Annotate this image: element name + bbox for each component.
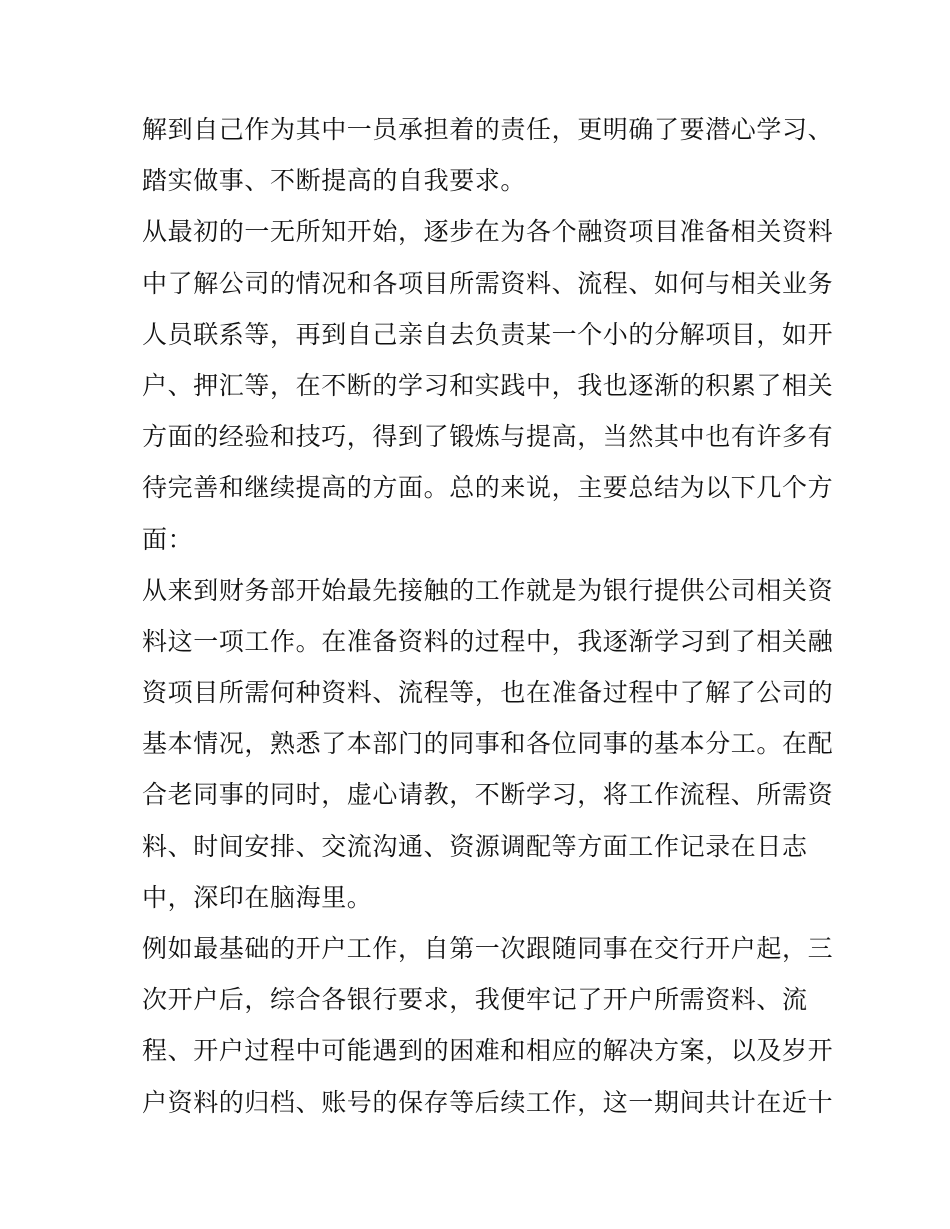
text-line: 人员联系等，再到自己亲自去负责某一个小的分解项目，如开 (142, 319, 834, 349)
text-line: 次开户后，综合各银行要求，我便牢记了开户所需资料、流 (142, 985, 808, 1015)
text-line: 例如最基础的开户工作，自第一次跟随同事在交行开户起，三 (142, 934, 834, 963)
text-line: 解到自己作为其中一员承担着的责任，更明确了要潜心学习、 (142, 115, 834, 144)
text-line: 从最初的一无所知开始，逐步在为各个融资项目准备相关资料 (142, 217, 834, 247)
text-line: 踏实做事、不断提高的自我要求。 (142, 166, 527, 196)
text-line: 户资料的归档、账号的保存等后续工作，这一期间共计在近十 (142, 1087, 834, 1117)
text-line: 料这一项工作。在准备资料的过程中，我逐渐学习到了相关融 (142, 626, 834, 656)
text-line: 待完善和继续提高的方面。总的来说，主要总结为以下几个方 (142, 473, 834, 503)
text-line: 程、开户过程中可能遇到的困难和相应的解决方案，以及岁开 (142, 1036, 834, 1066)
text-line: 资项目所需何种资料、流程等，也在准备过程中了解了公司的 (142, 678, 834, 708)
text-line: 基本情况，熟悉了本部门的同事和各位同事的基本分工。在配 (142, 729, 834, 759)
text-line: 方面的经验和技巧，得到了锻炼与提高，当然其中也有许多有 (142, 422, 834, 452)
text-line: 从来到财务部开始最先接触的工作就是为银行提供公司相关资 (142, 575, 834, 605)
text-line: 户、押汇等，在不断的学习和实践中，我也逐渐的积累了相关 (142, 370, 834, 400)
text-line: 中，深印在脑海里。 (142, 882, 373, 912)
body-text (142, 104, 834, 1128)
text-line: 料、时间安排、交流沟通、资源调配等方面工作记录在日志 (142, 831, 808, 861)
text-line: 面： (142, 524, 194, 554)
text-line: 合老同事的同时，虚心请教，不断学习，将工作流程、所需资 (142, 780, 834, 810)
text-line: 中了解公司的情况和各项目所需资料、流程、如何与相关业务 (142, 268, 834, 298)
